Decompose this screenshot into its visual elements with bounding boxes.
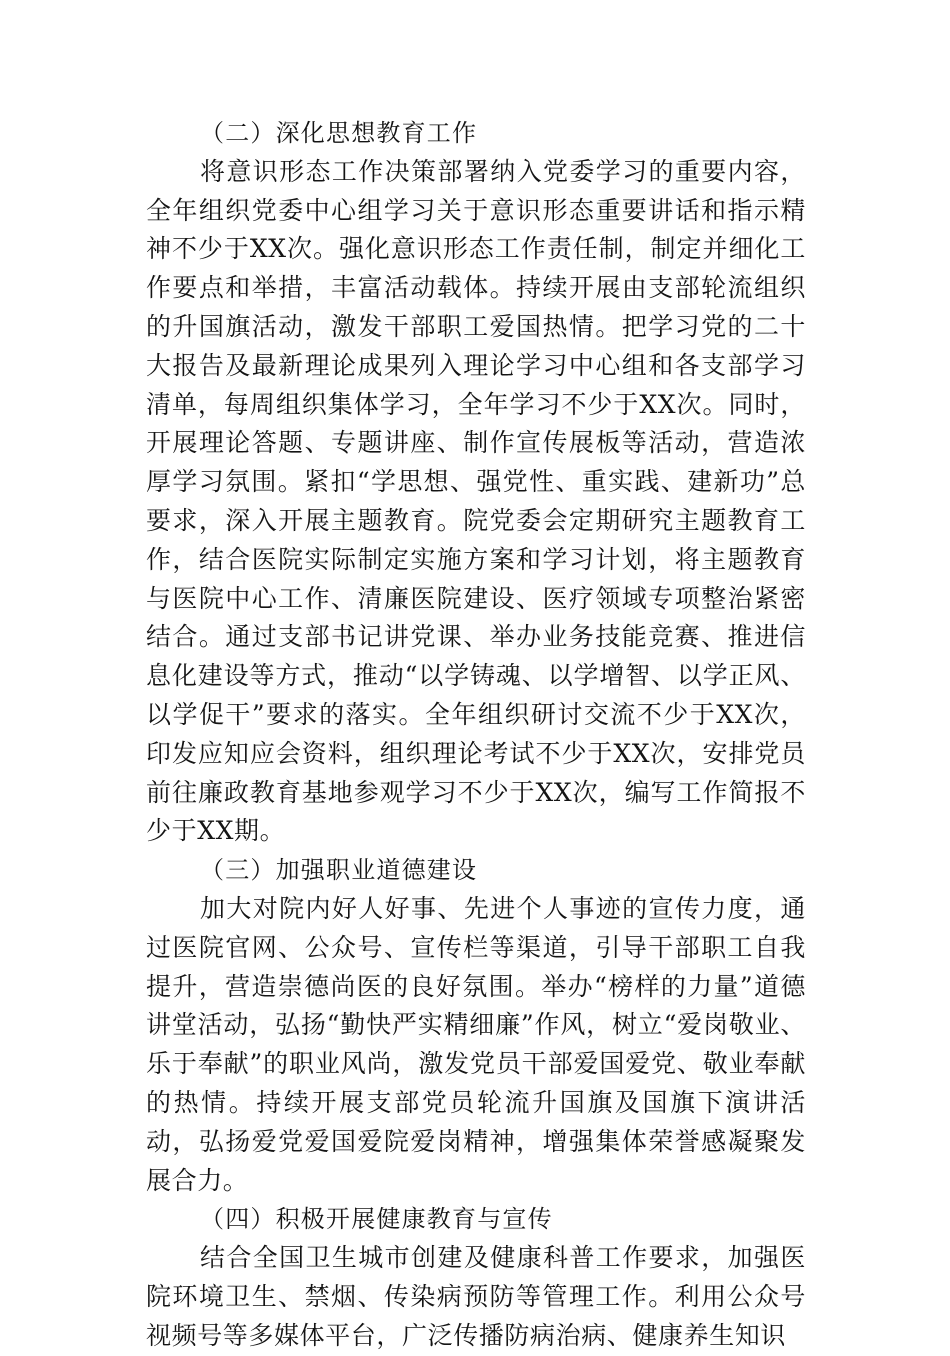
section-heading-2: （二）深化思想教育工作	[200, 119, 478, 147]
section-paragraph-3: 加大对院内好人好事、先进个人事迹的宣传力度，通过医院官网、公众号、宣传栏等渠道，引导干部职工自我提升，营造崇德尚医的良好氛围。举办“榜样的力量”道德讲堂活动，弘扬“勤快严实精细廉”作风，树立“爱岗敬业、乐于奉献”的职业风尚，激发党员干部爱国爱党、敬业奉献的热情。持续开展支部党员轮流升国旗及国旗下演讲活动，弘扬爱党爱国爱院爱岗精神，增强集体荣誉感凝聚发展合力。	[146, 893, 806, 1195]
document-body	[146, 114, 806, 1356]
section-heading-4: （四）积极开展健康教育与宣传	[200, 1205, 553, 1234]
section-heading-3: （三）加强职业道德建设	[200, 856, 478, 885]
section-paragraph-2: 将意识形态工作决策部署纳入党委学习的重要内容，全年组织党委中心组学习关于意识形态重要讲话和指示精神不少于XX次。强化意识形态工作责任制，制定并细化工作要点和举措，丰富活动载体。持续开展由支部轮流组织的升国旗活动，激发干部职工爱国热情。把学习党的二十大报告及最新理论成果列入理论学习中心组和各支部学习清单，每周组织集体学习，全年学习不少于XX次。同时，开展理论答题、专题讲座、制作宣传展板等活动，营造浓厚学习氛围。紧扣“学思想、强党性、重实践、建新功”总要求，深入开展主题教育。院党委会定期研究主题教育工作，结合医院实际制定实施方案和学习计划，将主题教育与医院中心工作、清廉医院建设、医疗领域专项整治紧密结合。通过支部书记讲党课、举办业务技能竞赛、推进信息化建设等方式，推动“以学铸魂、以学增智、以学正风、以学促干”要求的落实。全年组织研讨交流不少于XX次，印发应知应会资料，组织理论考试不少于XX次，安排党员前往廉政教育基地参观学习不少于XX次，编写工作简报不少于XX期。	[146, 156, 806, 846]
section-paragraph-4: 结合全国卫生城市创建及健康科普工作要求，加强医院环境卫生、禁烟、传染病预防等管理工作。利用公众号视频号等多媒体平台，广泛传播防病治病、健康养生知识	[146, 1243, 806, 1350]
